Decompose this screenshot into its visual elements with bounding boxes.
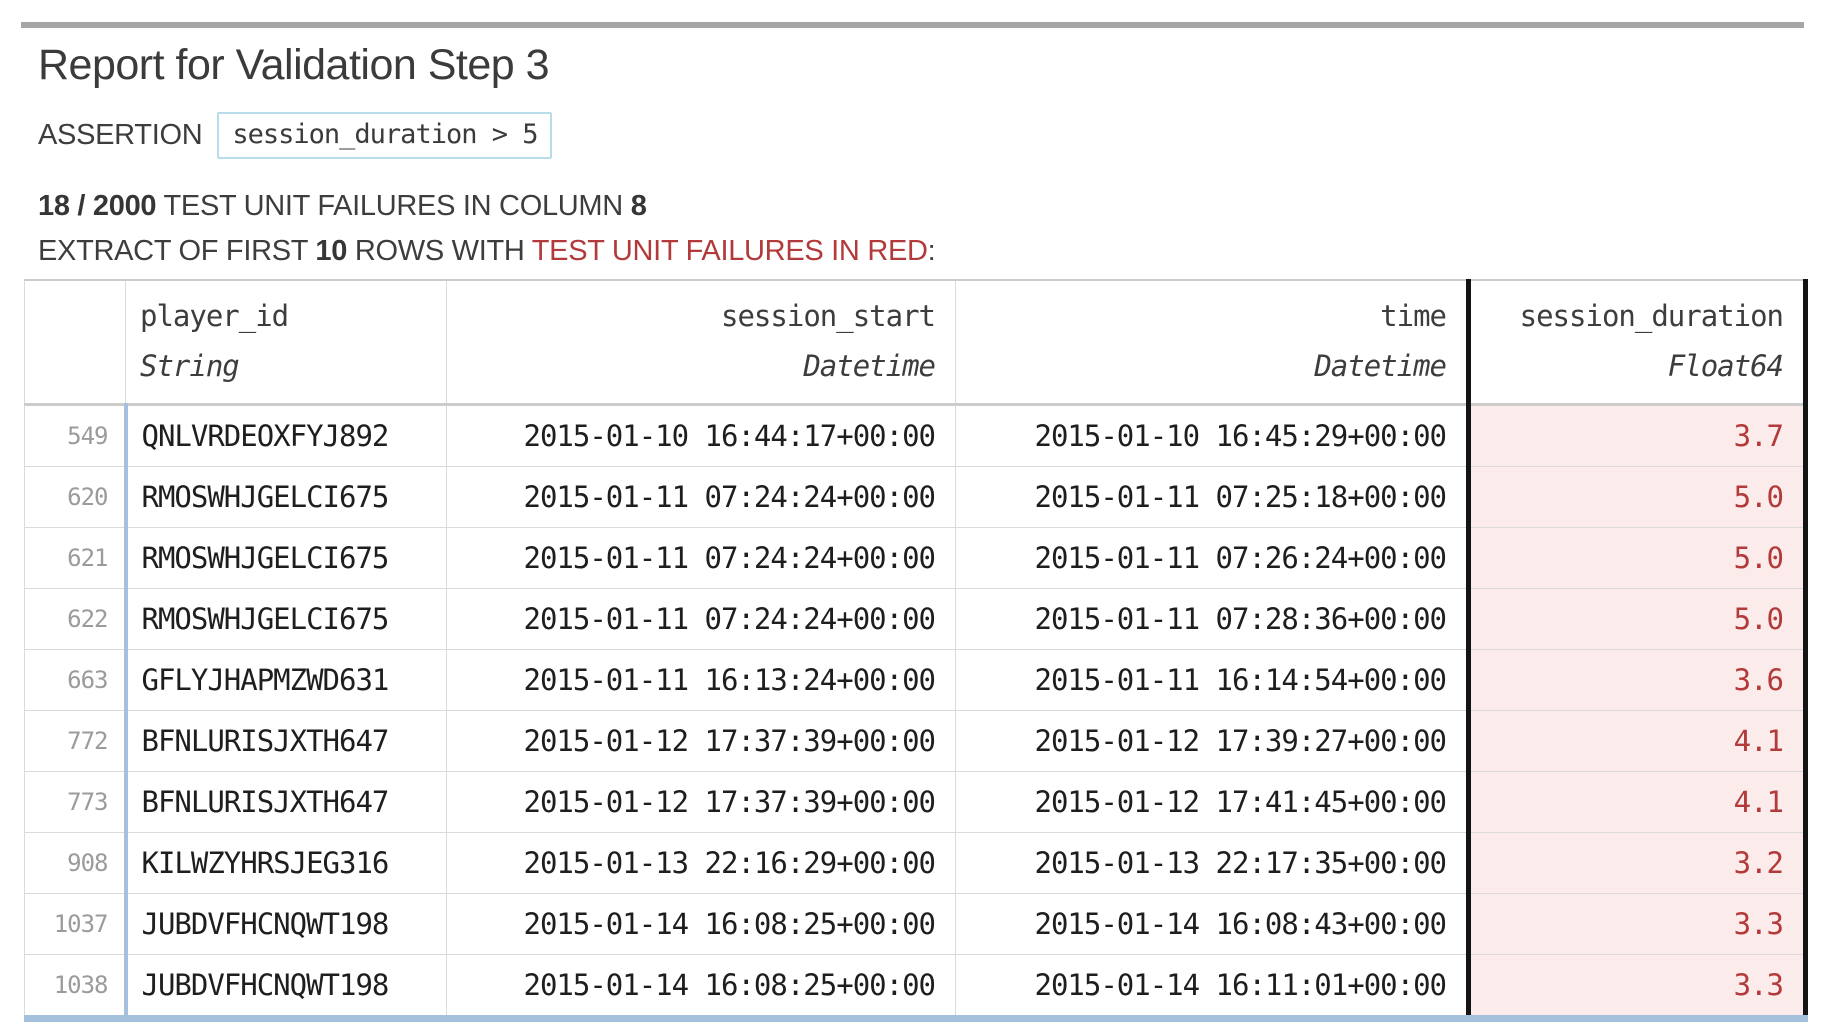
cell-session_duration: 4.1 <box>1469 772 1806 833</box>
cell-time: 2015-01-12 17:41:45+00:00 <box>956 772 1469 833</box>
failures-column-number: 8 <box>630 190 647 222</box>
extract-suffix: : <box>927 235 936 267</box>
row-index: 621 <box>25 528 126 589</box>
cell-session_start: 2015-01-12 17:37:39+00:00 <box>447 772 956 833</box>
cell-player_id: KILWZYHRSJEG316 <box>126 833 447 894</box>
row-index: 549 <box>25 405 126 467</box>
cell-session_duration: 3.7 <box>1469 405 1806 467</box>
cell-time: 2015-01-11 16:14:54+00:00 <box>956 650 1469 711</box>
cell-player_id: BFNLURISJXTH647 <box>126 711 447 772</box>
table-row <box>25 772 1806 833</box>
table-row <box>25 894 1806 955</box>
cell-time: 2015-01-11 07:28:36+00:00 <box>956 589 1469 650</box>
cell-player_id: JUBDVFHCNQWT198 <box>126 955 447 1019</box>
cell-session_duration: 5.0 <box>1469 589 1806 650</box>
cell-time: 2015-01-11 07:25:18+00:00 <box>956 467 1469 528</box>
cell-time: 2015-01-12 17:39:27+00:00 <box>956 711 1469 772</box>
table-row <box>25 405 1806 467</box>
cell-time: 2015-01-14 16:08:43+00:00 <box>956 894 1469 955</box>
top-divider-bar <box>21 22 1804 28</box>
extract-row-count: 10 <box>315 235 348 267</box>
assertion-label: ASSERTION <box>38 119 203 151</box>
cell-session_start: 2015-01-12 17:37:39+00:00 <box>447 711 956 772</box>
row-index: 620 <box>25 467 126 528</box>
row-index: 622 <box>25 589 126 650</box>
header-row <box>25 280 1806 405</box>
table-row <box>25 589 1806 650</box>
column-name: time <box>1380 299 1446 333</box>
extract-red-highlight: TEST UNIT FAILURES IN RED <box>531 235 928 267</box>
cell-player_id: RMOSWHJGELCI675 <box>126 589 447 650</box>
cell-time: 2015-01-14 16:11:01+00:00 <box>956 955 1469 1019</box>
cell-session_duration: 3.3 <box>1469 955 1806 1019</box>
cell-time: 2015-01-10 16:45:29+00:00 <box>956 405 1469 467</box>
column-header-player_id <box>126 280 447 405</box>
cell-session_duration: 3.6 <box>1469 650 1806 711</box>
table-body <box>25 405 1806 1019</box>
failures-text: TEST UNIT FAILURES IN COLUMN <box>156 190 631 222</box>
cell-session_start: 2015-01-11 16:13:24+00:00 <box>447 650 956 711</box>
extract-summary-line <box>38 234 1834 269</box>
cell-player_id: JUBDVFHCNQWT198 <box>126 894 447 955</box>
table-row <box>25 833 1806 894</box>
table-row <box>25 711 1806 772</box>
row-index: 663 <box>25 650 126 711</box>
row-index: 908 <box>25 833 126 894</box>
report-table-container <box>24 279 1834 1022</box>
cell-session_start: 2015-01-14 16:08:25+00:00 <box>447 955 956 1019</box>
cell-session_duration: 5.0 <box>1469 528 1806 589</box>
cell-session_duration: 5.0 <box>1469 467 1806 528</box>
assertion-line <box>38 112 1834 159</box>
cell-time: 2015-01-13 22:17:35+00:00 <box>956 833 1469 894</box>
extract-prefix: EXTRACT OF FIRST <box>38 235 316 267</box>
column-dtype: Datetime <box>803 349 935 383</box>
table-row <box>25 528 1806 589</box>
column-name: session_start <box>721 299 935 333</box>
column-dtype: String <box>140 349 239 383</box>
failures-summary-line <box>38 189 1834 224</box>
column-header-session_start <box>447 280 956 405</box>
extract-mid: ROWS WITH <box>347 235 532 267</box>
assertion-code-chip: session_duration > 5 <box>217 112 552 159</box>
cell-player_id: RMOSWHJGELCI675 <box>126 467 447 528</box>
cell-session_start: 2015-01-11 07:24:24+00:00 <box>447 528 956 589</box>
cell-session_start: 2015-01-13 22:16:29+00:00 <box>447 833 956 894</box>
cell-player_id: RMOSWHJGELCI675 <box>126 528 447 589</box>
cell-session_start: 2015-01-10 16:44:17+00:00 <box>447 405 956 467</box>
column-header-time <box>956 280 1469 405</box>
cell-session_duration: 3.2 <box>1469 833 1806 894</box>
cell-time: 2015-01-11 07:26:24+00:00 <box>956 528 1469 589</box>
cell-player_id: GFLYJHAPMZWD631 <box>126 650 447 711</box>
column-header-session_duration <box>1469 280 1806 405</box>
cell-session_start: 2015-01-11 07:24:24+00:00 <box>447 589 956 650</box>
cell-session_duration: 3.3 <box>1469 894 1806 955</box>
cell-session_duration: 4.1 <box>1469 711 1806 772</box>
row-index: 1037 <box>25 894 126 955</box>
column-name: session_duration <box>1519 299 1783 333</box>
report-table <box>24 279 1808 1022</box>
row-index: 772 <box>25 711 126 772</box>
table-row <box>25 467 1806 528</box>
cell-session_start: 2015-01-14 16:08:25+00:00 <box>447 894 956 955</box>
row-index: 1038 <box>25 955 126 1019</box>
column-dtype: Datetime <box>1314 349 1446 383</box>
index-column-header <box>25 280 126 405</box>
cell-session_start: 2015-01-11 07:24:24+00:00 <box>447 467 956 528</box>
column-name: player_id <box>140 299 289 333</box>
table-row <box>25 650 1806 711</box>
column-dtype: Float64 <box>1667 349 1783 383</box>
table-head <box>25 280 1806 405</box>
row-index: 773 <box>25 772 126 833</box>
cell-player_id: BFNLURISJXTH647 <box>126 772 447 833</box>
failures-count-fraction: 18 / 2000 <box>38 190 157 222</box>
table-row <box>25 955 1806 1019</box>
cell-player_id: QNLVRDEOXFYJ892 <box>126 405 447 467</box>
page-title: Report for Validation Step 3 <box>38 41 550 89</box>
